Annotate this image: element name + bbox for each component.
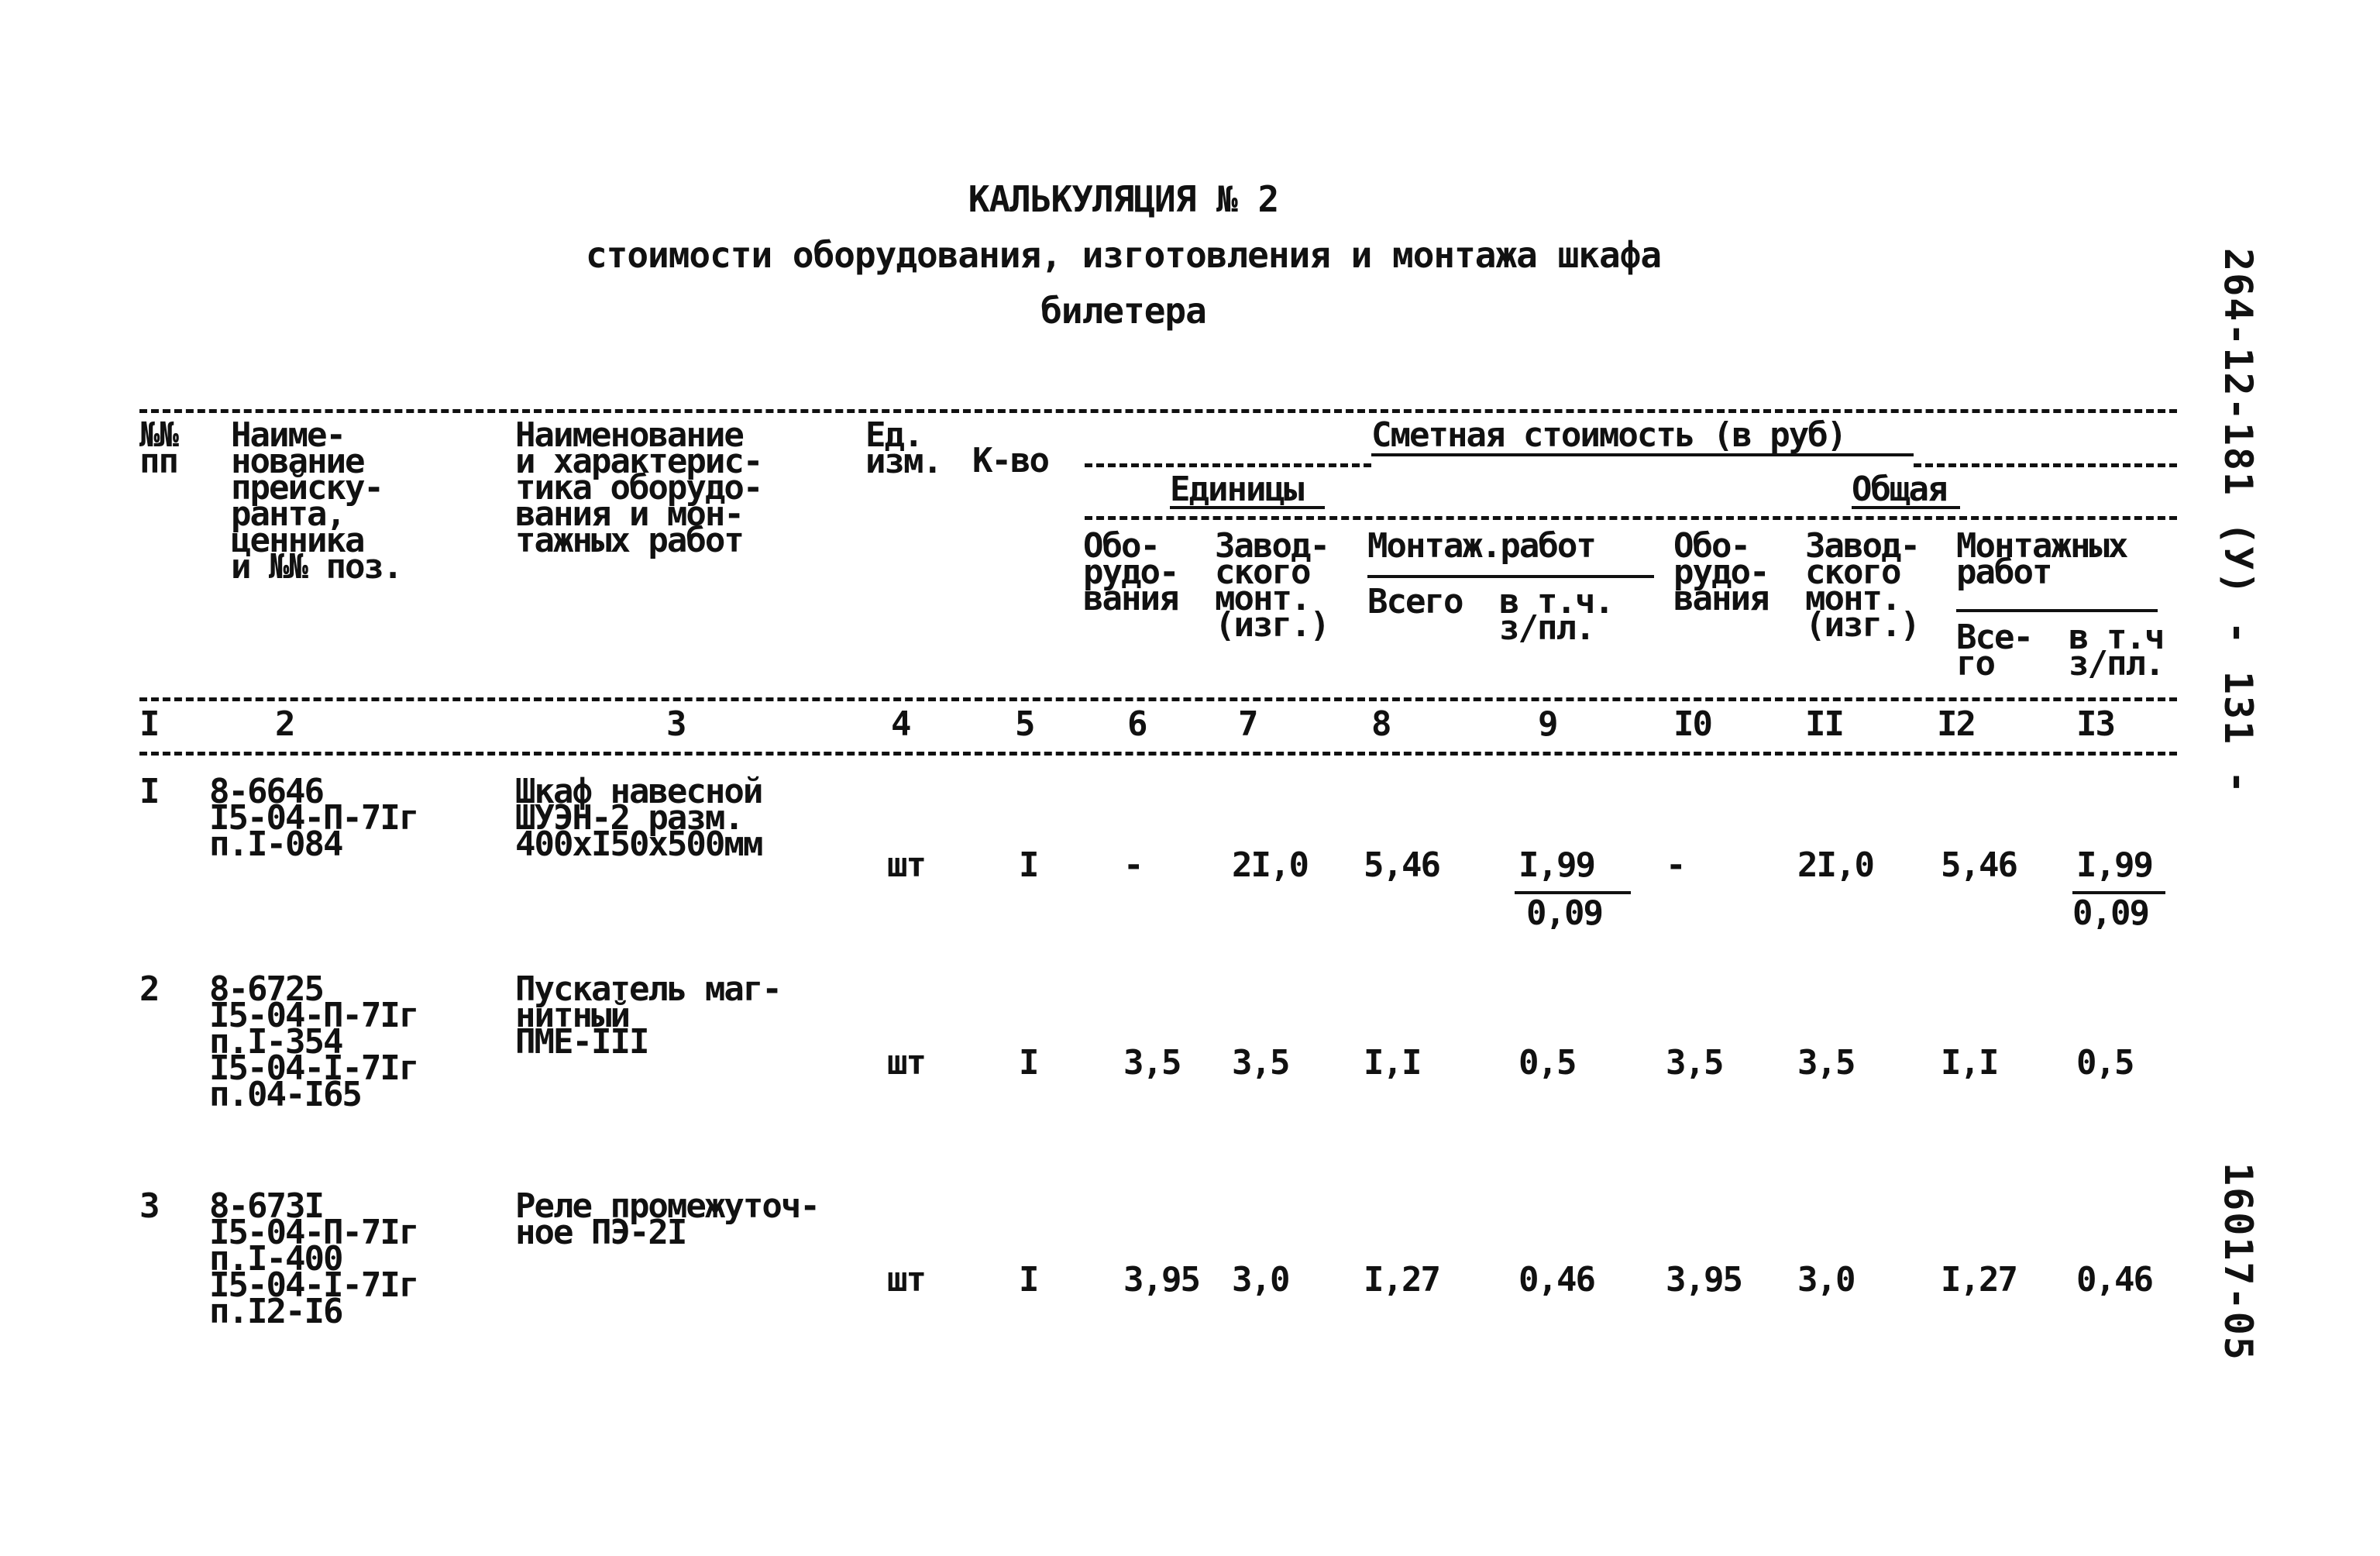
row-total-install-wages: I,99 (2076, 845, 2152, 885)
header-edinicy-underline (1170, 506, 1325, 509)
fraction-line (1515, 891, 1631, 894)
column-number: II (1805, 704, 1843, 744)
row-unit-factory: 3,0 (1232, 1260, 1289, 1300)
header-col-8: Всего (1367, 582, 1463, 621)
row-total-install-wages-sub: 0,09 (2072, 893, 2148, 933)
column-number: 7 (1238, 704, 1257, 744)
row-number: I (139, 772, 159, 811)
fraction-line (2072, 891, 2165, 894)
row-total-equipment: - (1666, 845, 1685, 885)
row-number: 2 (139, 969, 159, 1009)
row-total-factory: 3,5 (1797, 1043, 1855, 1083)
row-unit-equipment: 3,95 (1123, 1260, 1199, 1300)
row-pricelist-ref: 8-673I I5-04-П-7Iг п.I-400 I5-04-I-7Iг п.I2-I6 (209, 1186, 418, 1331)
column-number: 5 (1015, 704, 1034, 744)
header-col-9: в т.ч. з/пл. (1499, 582, 1613, 648)
row-total-install: I,27 (1941, 1260, 2017, 1300)
header-col-4: Ед. изм. (865, 415, 941, 481)
header-col-6: Обо- рудо- вания (1083, 526, 1178, 618)
doc-subtitle: стоимости оборудования, изготовления и монтажа шкафа (585, 234, 1662, 276)
header-bottom-rule (139, 697, 2177, 701)
row-total-factory: 2I,0 (1797, 845, 1873, 885)
colnum-bottom-rule (139, 752, 2177, 756)
row-unit-equipment: 3,5 (1123, 1043, 1181, 1083)
row-unit: шт (887, 845, 925, 885)
header-col-2: Наиме- нование прейску- ранта, ценника и №№ поз. (231, 415, 402, 587)
header-col-7: Завод- ского монт. (изг.) (1215, 526, 1329, 645)
header-obshaya: Общая (1852, 470, 1947, 509)
column-number: 2 (275, 704, 294, 744)
header-col-12: Все- го (1956, 618, 2032, 683)
row-total-install-wages: 0,46 (2076, 1260, 2152, 1300)
doc-title: КАЛЬКУЛЯЦИЯ № 2 (968, 178, 1279, 220)
column-number: 4 (891, 704, 910, 744)
row-unit-install-total: 5,46 (1364, 845, 1439, 885)
row-unit-equipment: - (1123, 845, 1143, 885)
header-top-rule (139, 409, 2177, 413)
row-unit-install-wages: 0,5 (1518, 1043, 1576, 1083)
row-quantity: I (1019, 1260, 1038, 1300)
header-montazhnyh: Монтажных работ (1956, 526, 2127, 592)
row-unit-install-wages: I,99 (1518, 845, 1594, 885)
side-code-top: 264-12-181 (У) - 131 - (2216, 248, 2261, 796)
row-unit: шт (887, 1043, 925, 1083)
row-unit: шт (887, 1260, 925, 1300)
row-number: 3 (139, 1186, 159, 1226)
column-number: 8 (1371, 704, 1391, 744)
row-unit-install-wages: 0,46 (1518, 1260, 1594, 1300)
header-smeta-rule-left (1085, 463, 1371, 467)
header-col-10: Обо- рудо- вания (1673, 526, 1769, 618)
row-item-name: Реле промежуточ- ное ПЭ-2I (515, 1186, 819, 1252)
row-item-name: Пускатель маг- нитный ПМЕ-III (515, 969, 781, 1062)
row-total-install: 5,46 (1941, 845, 2017, 885)
header-col-5: К-во (972, 441, 1048, 480)
row-total-equipment: 3,5 (1666, 1043, 1723, 1083)
column-number: I (139, 704, 159, 744)
header-obshaya-underline (1852, 506, 1960, 509)
column-number: I0 (1673, 704, 1711, 744)
header-edinicy: Единицы (1170, 470, 1303, 509)
row-total-equipment: 3,95 (1666, 1260, 1742, 1300)
column-number: 9 (1538, 704, 1557, 744)
row-pricelist-ref: 8-6725 I5-04-П-7Iг п.I-354 I5-04-I-7Iг п.04-I65 (209, 969, 418, 1114)
header-col-13: в т.ч з/пл. (2069, 618, 2164, 683)
header-montazhnyh-underline (1956, 609, 2158, 612)
side-code-bottom: 16017-05 (2216, 1162, 2261, 1362)
column-number: 6 (1127, 704, 1147, 744)
column-number: 3 (666, 704, 686, 744)
row-quantity: I (1019, 845, 1038, 885)
header-col-11: Завод- ского монт. (изг.) (1805, 526, 1919, 645)
column-number: I3 (2076, 704, 2114, 744)
header-col-1: №№ пп (139, 415, 177, 481)
row-unit-install-total: I,I (1364, 1043, 1421, 1083)
row-unit-install-total: I,27 (1364, 1260, 1439, 1300)
column-number: I2 (1937, 704, 1975, 744)
row-unit-factory: 3,5 (1232, 1043, 1289, 1083)
row-quantity: I (1019, 1043, 1038, 1083)
row-unit-factory: 2I,0 (1232, 845, 1308, 885)
row-item-name: Шкаф навесной ШУЭН-2 разм. 400хI50х500мм (515, 772, 762, 864)
header-smeta-underline (1371, 453, 1914, 456)
row-unit-install-wages-sub: 0,09 (1526, 893, 1602, 933)
row-total-install-wages: 0,5 (2076, 1043, 2134, 1083)
header-col-3: Наименование и характерис- тика оборудо- вания и мон- тажных работ (515, 415, 762, 560)
header-sub-rule (1085, 516, 2177, 520)
header-montazh-rabot: Монтаж.работ (1367, 526, 1595, 566)
doc-subtitle-2: билетера (1040, 290, 1206, 332)
row-total-install: I,I (1941, 1043, 1998, 1083)
row-total-factory: 3,0 (1797, 1260, 1855, 1300)
row-pricelist-ref: 8-6646 I5-04-П-7Iг п.I-084 (209, 772, 418, 864)
header-montazh-underline (1367, 575, 1654, 578)
header-smeta: Сметная стоимость (в руб) (1371, 415, 1846, 455)
header-smeta-rule-right (1914, 463, 2177, 467)
